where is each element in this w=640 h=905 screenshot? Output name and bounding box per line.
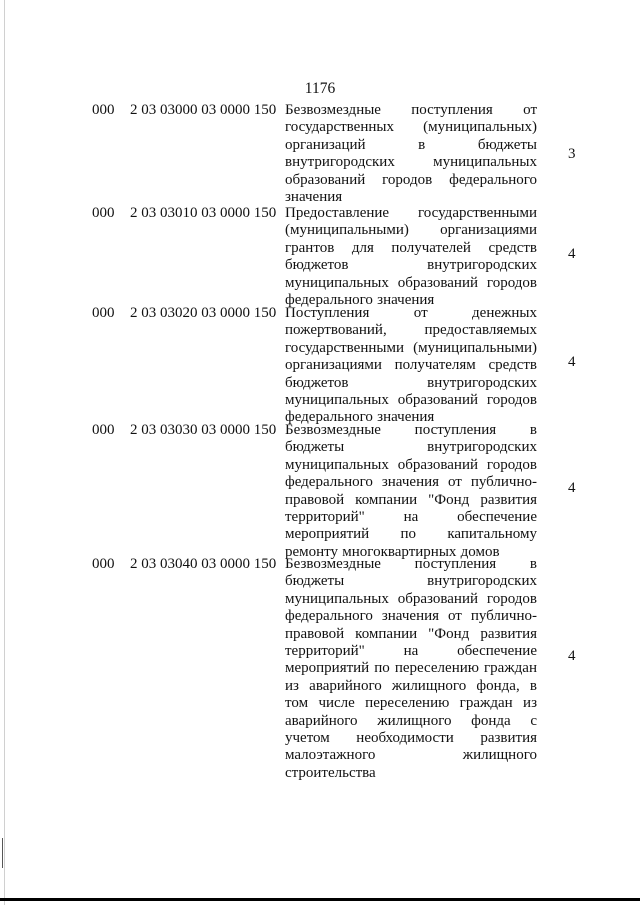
reference-number: 4 — [568, 246, 576, 262]
budget-classification-code: 2 03 03020 03 0000 150 — [130, 305, 277, 321]
row-description: Безвозмездные поступления от государственных (муниципальных) организаций в бюджеты внутригородских муниципальных образований городов федерального значения — [285, 102, 537, 206]
admin-code: 000 — [92, 305, 115, 321]
page-number: 1176 — [304, 80, 336, 97]
budget-classification-code: 2 03 03010 03 0000 150 — [130, 205, 277, 221]
budget-classification-code: 2 03 03030 03 0000 150 — [130, 422, 277, 438]
budget-classification-code: 2 03 03040 03 0000 150 — [130, 556, 277, 572]
reference-number: 3 — [568, 146, 576, 162]
reference-number: 4 — [568, 354, 576, 370]
row-description: Поступления от денежных пожертвований, предоставляемых государственными (муниципальными) организациями получателям средств бюджетов внутригородских муниципальных образований городов федерального значения — [285, 305, 537, 426]
admin-code: 000 — [92, 102, 115, 118]
reference-number: 4 — [568, 480, 576, 496]
scan-mark — [2, 838, 3, 868]
admin-code: 000 — [92, 556, 115, 572]
row-description: Безвозмездные поступления в бюджеты внутригородских муниципальных образований городов федерального значения от публично-правовой компании "Фонд развития территорий" на обеспечение мероприятий по переселению граждан из аварийного жилищного фонда, в том числе переселению граждан из аварийного жилищного фонда с учетом необходимости развития малоэтажного жилищного строительства — [285, 556, 537, 781]
scan-left-edge — [4, 0, 5, 905]
scan-bottom-edge — [0, 898, 640, 901]
row-description: Безвозмездные поступления в бюджеты внутригородских муниципальных образований городов федерального значения от публично-правовой компании "Фонд развития территорий" на обеспечение мероприятий по капитальному ремонту многоквартирных домов — [285, 422, 537, 560]
reference-number: 4 — [568, 648, 576, 664]
admin-code: 000 — [92, 205, 115, 221]
admin-code: 000 — [92, 422, 115, 438]
row-description: Предоставление государственными (муниципальными) организациями грантов для получателей средств бюджетов внутригородских муниципальных образований городов федерального значения — [285, 205, 537, 309]
budget-classification-code: 2 03 03000 03 0000 150 — [130, 102, 277, 118]
